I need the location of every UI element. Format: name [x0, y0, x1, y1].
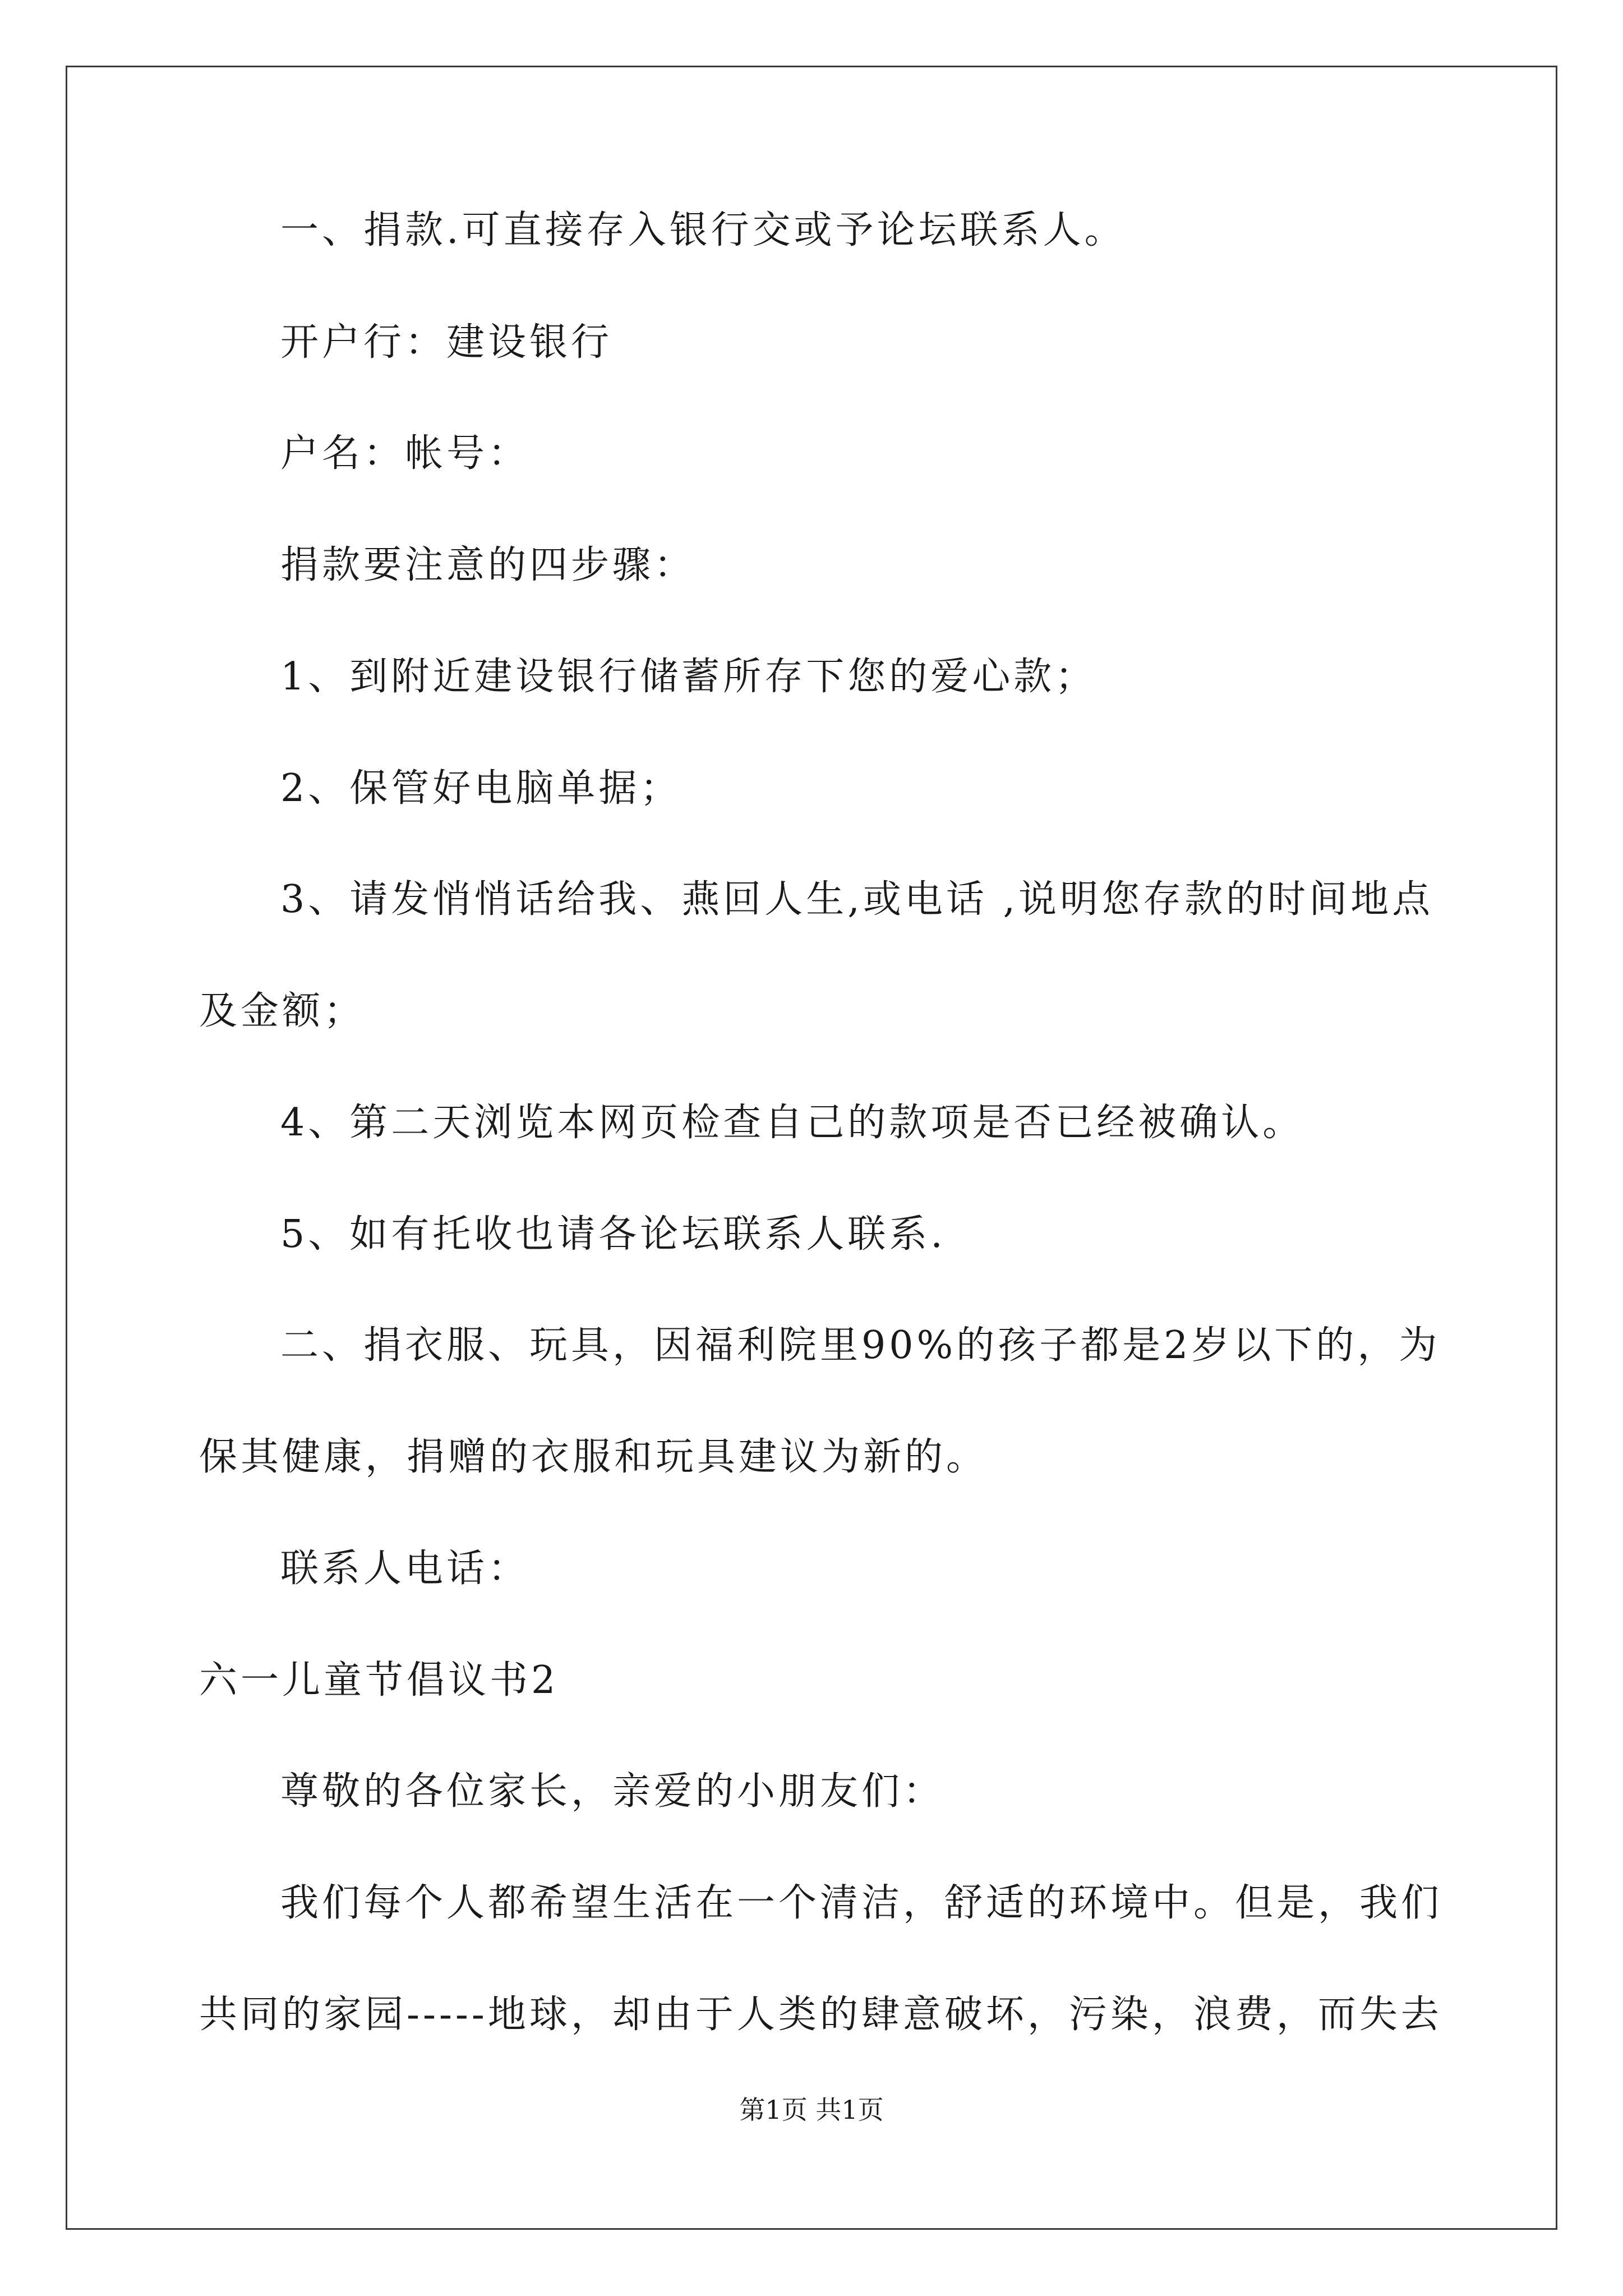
list-item-step-2: 2、保管好电脑单据；: [280, 766, 682, 811]
list-item-step-3: 3、请发悄悄话给我、燕回人生,或电话 ,说明您存款的时间地点: [280, 877, 1434, 922]
list-item-step-1: 1、到附近建设银行储蓄所存下您的爱心款；: [280, 655, 1097, 699]
paragraph-clothes-toys-continued: 保其健康，捐赠的衣服和玩具建议为新的。: [199, 1435, 988, 1479]
paragraph-environment-continued: 共同的家园-----地球，却由于人类的肆意破坏，污染，浪费，而失去: [199, 1993, 1442, 2037]
list-item-step-3-continued: 及金额；: [199, 989, 366, 1033]
paragraph-bank: 开户行：建设银行: [280, 320, 613, 365]
paragraph-salutation: 尊敬的各位家长，亲爱的小朋友们：: [280, 1769, 945, 1814]
paragraph-contact-phone: 联系人电话：: [280, 1547, 530, 1591]
list-item-step-5: 5、如有托收也请各论坛联系人联系.: [280, 1212, 946, 1257]
section-heading: 六一儿童节倡议书2: [199, 1658, 559, 1703]
paragraph-clothes-toys: 二、捐衣服、玩具，因福利院里90%的孩子都是2岁以下的，为: [280, 1323, 1441, 1368]
list-item-step-4: 4、第二天浏览本网页检查自己的款项是否已经被确认。: [280, 1101, 1304, 1145]
paragraph-donation-intro: 一、捐款.可直接存入银行交或予论坛联系人。: [280, 208, 1126, 252]
paragraph-steps-heading: 捐款要注意的四步骤：: [280, 543, 696, 587]
page-footer: 第1页 共1页: [739, 2095, 884, 2125]
paragraph-environment: 我们每个人都希望生活在一个清洁，舒适的环境中。但是，我们: [280, 1881, 1443, 1925]
paragraph-account: 户名：帐号：: [280, 431, 530, 476]
